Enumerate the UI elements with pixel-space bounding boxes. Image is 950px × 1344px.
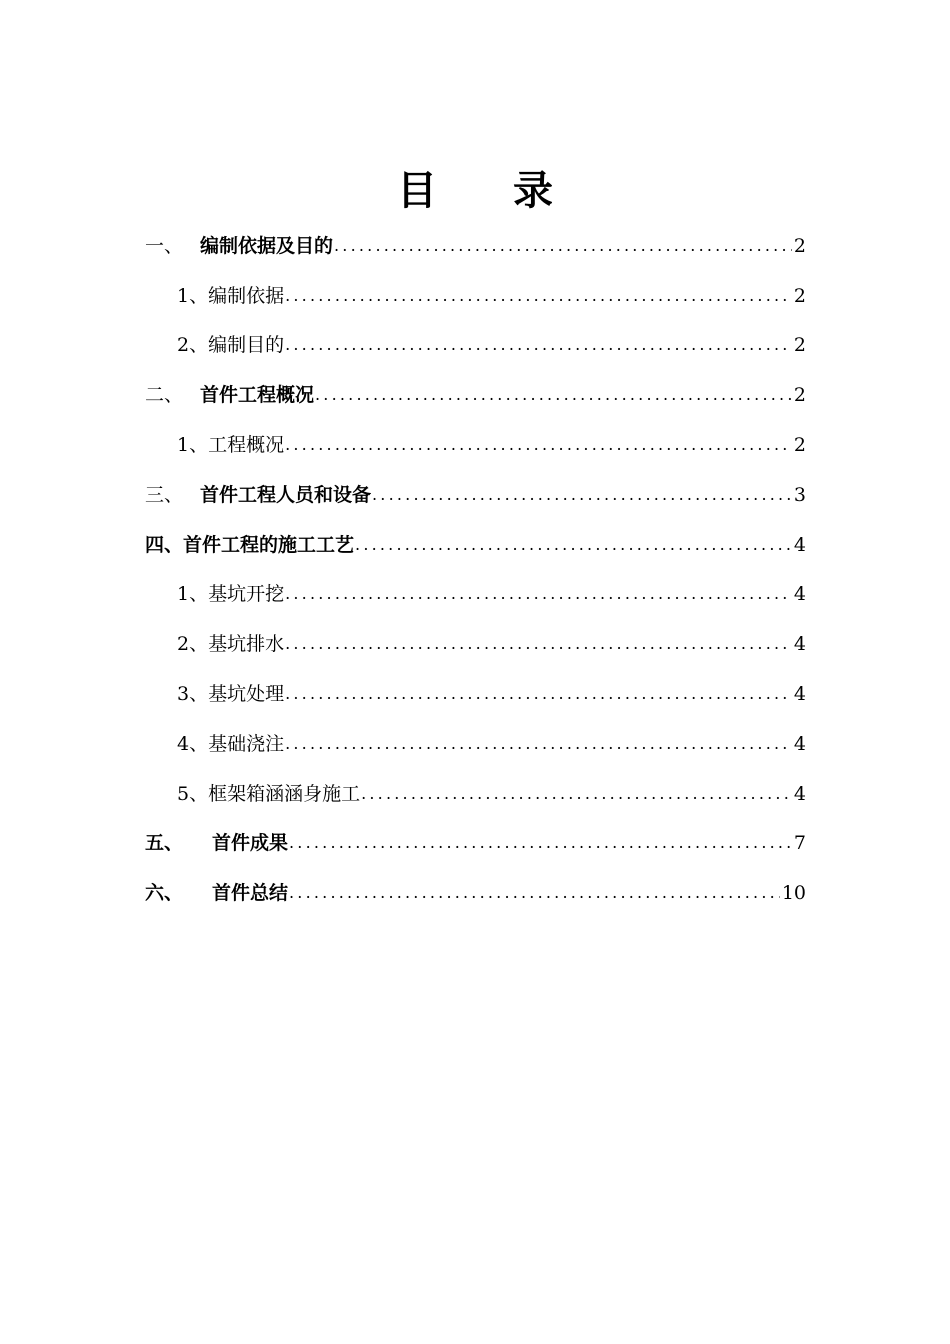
toc-entry-text: 首件总结 bbox=[212, 882, 289, 905]
toc-leader-dots bbox=[289, 830, 792, 856]
toc-entry[interactable] bbox=[145, 271, 806, 321]
toc-entry-page-number: 4 bbox=[793, 782, 806, 805]
toc-leader-dots bbox=[334, 233, 792, 259]
toc-entry-page-number: 4 bbox=[793, 683, 806, 706]
toc-entry-label bbox=[177, 681, 284, 707]
toc-entry-text: 首件成果 bbox=[212, 832, 289, 855]
toc-entry-label bbox=[145, 482, 371, 508]
toc-entry-page-number: 2 bbox=[793, 234, 806, 257]
toc-entry-text: 编制依据 bbox=[208, 284, 285, 307]
toc-entry-label bbox=[177, 731, 284, 757]
toc-title-right: 录 bbox=[513, 168, 553, 214]
toc-entry[interactable] bbox=[145, 570, 806, 620]
toc-entry-text: 基础浇注 bbox=[208, 732, 285, 755]
toc-entry-label bbox=[145, 880, 288, 906]
toc-entry[interactable] bbox=[145, 819, 806, 869]
toc-entry-text: 首件工程人员和设备 bbox=[200, 483, 372, 506]
toc-entry-label bbox=[177, 631, 284, 657]
toc-entry-number: 六、 bbox=[145, 882, 184, 905]
toc-entry-number: 三、 bbox=[145, 483, 184, 506]
toc-entry[interactable] bbox=[145, 619, 806, 669]
toc-entry[interactable] bbox=[145, 868, 806, 918]
toc-entry-page-number: 2 bbox=[793, 434, 806, 457]
toc-leader-dots bbox=[361, 781, 792, 807]
toc-leader-dots bbox=[285, 731, 792, 757]
toc-entry-page-number: 4 bbox=[793, 533, 806, 556]
toc-entry-page-number: 4 bbox=[793, 732, 806, 755]
toc-entry-text: 首件工程的施工工艺 bbox=[183, 533, 355, 556]
toc-entry-number: 四、 bbox=[145, 533, 184, 556]
toc-leader-dots bbox=[372, 482, 792, 508]
toc-entry-page-number: 2 bbox=[793, 334, 806, 357]
toc-entry[interactable] bbox=[145, 221, 806, 271]
toc-entry-number: 3、 bbox=[177, 683, 209, 706]
toc-entry-number: 4、 bbox=[177, 732, 209, 755]
toc-entry[interactable] bbox=[145, 370, 806, 420]
toc-leader-dots bbox=[289, 880, 780, 906]
toc-entry-page-number: 10 bbox=[781, 882, 806, 905]
toc-entry-text: 首件工程概况 bbox=[200, 384, 315, 407]
toc-leader-dots bbox=[285, 432, 792, 458]
table-of-contents bbox=[145, 221, 806, 918]
toc-entry-label bbox=[145, 382, 314, 408]
toc-leader-dots bbox=[355, 532, 792, 558]
toc-entry-text: 基坑处理 bbox=[208, 683, 285, 706]
toc-entry-label bbox=[177, 432, 284, 458]
toc-entry-number: 2、 bbox=[177, 334, 209, 357]
toc-entry-number: 1、 bbox=[177, 434, 209, 457]
toc-entry-page-number: 7 bbox=[793, 832, 806, 855]
toc-entry-label bbox=[177, 283, 284, 309]
toc-entry-number: 五、 bbox=[145, 832, 184, 855]
toc-entry-number: 一、 bbox=[145, 234, 184, 257]
toc-title bbox=[0, 163, 950, 219]
toc-entry-number: 1、 bbox=[177, 583, 209, 606]
toc-entry-page-number: 2 bbox=[793, 384, 806, 407]
toc-entry-label bbox=[145, 532, 354, 558]
toc-entry-label bbox=[177, 332, 284, 358]
toc-leader-dots bbox=[315, 382, 792, 408]
toc-entry-page-number: 3 bbox=[793, 483, 806, 506]
toc-entry[interactable] bbox=[145, 321, 806, 371]
toc-entry-page-number: 2 bbox=[793, 284, 806, 307]
toc-entry-number: 5、 bbox=[177, 782, 209, 805]
toc-entry[interactable] bbox=[145, 669, 806, 719]
toc-entry-number: 二、 bbox=[145, 384, 184, 407]
toc-entry-label bbox=[177, 781, 360, 807]
toc-leader-dots bbox=[285, 283, 792, 309]
toc-leader-dots bbox=[285, 681, 792, 707]
toc-entry-text: 编制依据及目的 bbox=[200, 234, 334, 257]
toc-entry-page-number: 4 bbox=[793, 633, 806, 656]
toc-entry-label bbox=[145, 830, 288, 856]
toc-entry-text: 编制目的 bbox=[208, 334, 285, 357]
toc-title-left: 目 bbox=[397, 168, 437, 214]
toc-leader-dots bbox=[285, 581, 792, 607]
toc-entry-text: 基坑开挖 bbox=[208, 583, 285, 606]
toc-entry[interactable] bbox=[145, 769, 806, 819]
toc-entry-number: 1、 bbox=[177, 284, 209, 307]
toc-entry-label bbox=[177, 581, 284, 607]
toc-entry-text: 工程概况 bbox=[208, 434, 285, 457]
toc-leader-dots bbox=[285, 332, 792, 358]
toc-entry-text: 基坑排水 bbox=[208, 633, 285, 656]
toc-entry[interactable] bbox=[145, 420, 806, 470]
toc-entry[interactable] bbox=[145, 470, 806, 520]
toc-entry-text: 框架箱涵涵身施工 bbox=[208, 782, 361, 805]
toc-entry-label bbox=[145, 233, 333, 259]
toc-entry-page-number: 4 bbox=[793, 583, 806, 606]
toc-entry[interactable] bbox=[145, 719, 806, 769]
toc-leader-dots bbox=[285, 631, 792, 657]
toc-entry-number: 2、 bbox=[177, 633, 209, 656]
toc-entry[interactable] bbox=[145, 520, 806, 570]
